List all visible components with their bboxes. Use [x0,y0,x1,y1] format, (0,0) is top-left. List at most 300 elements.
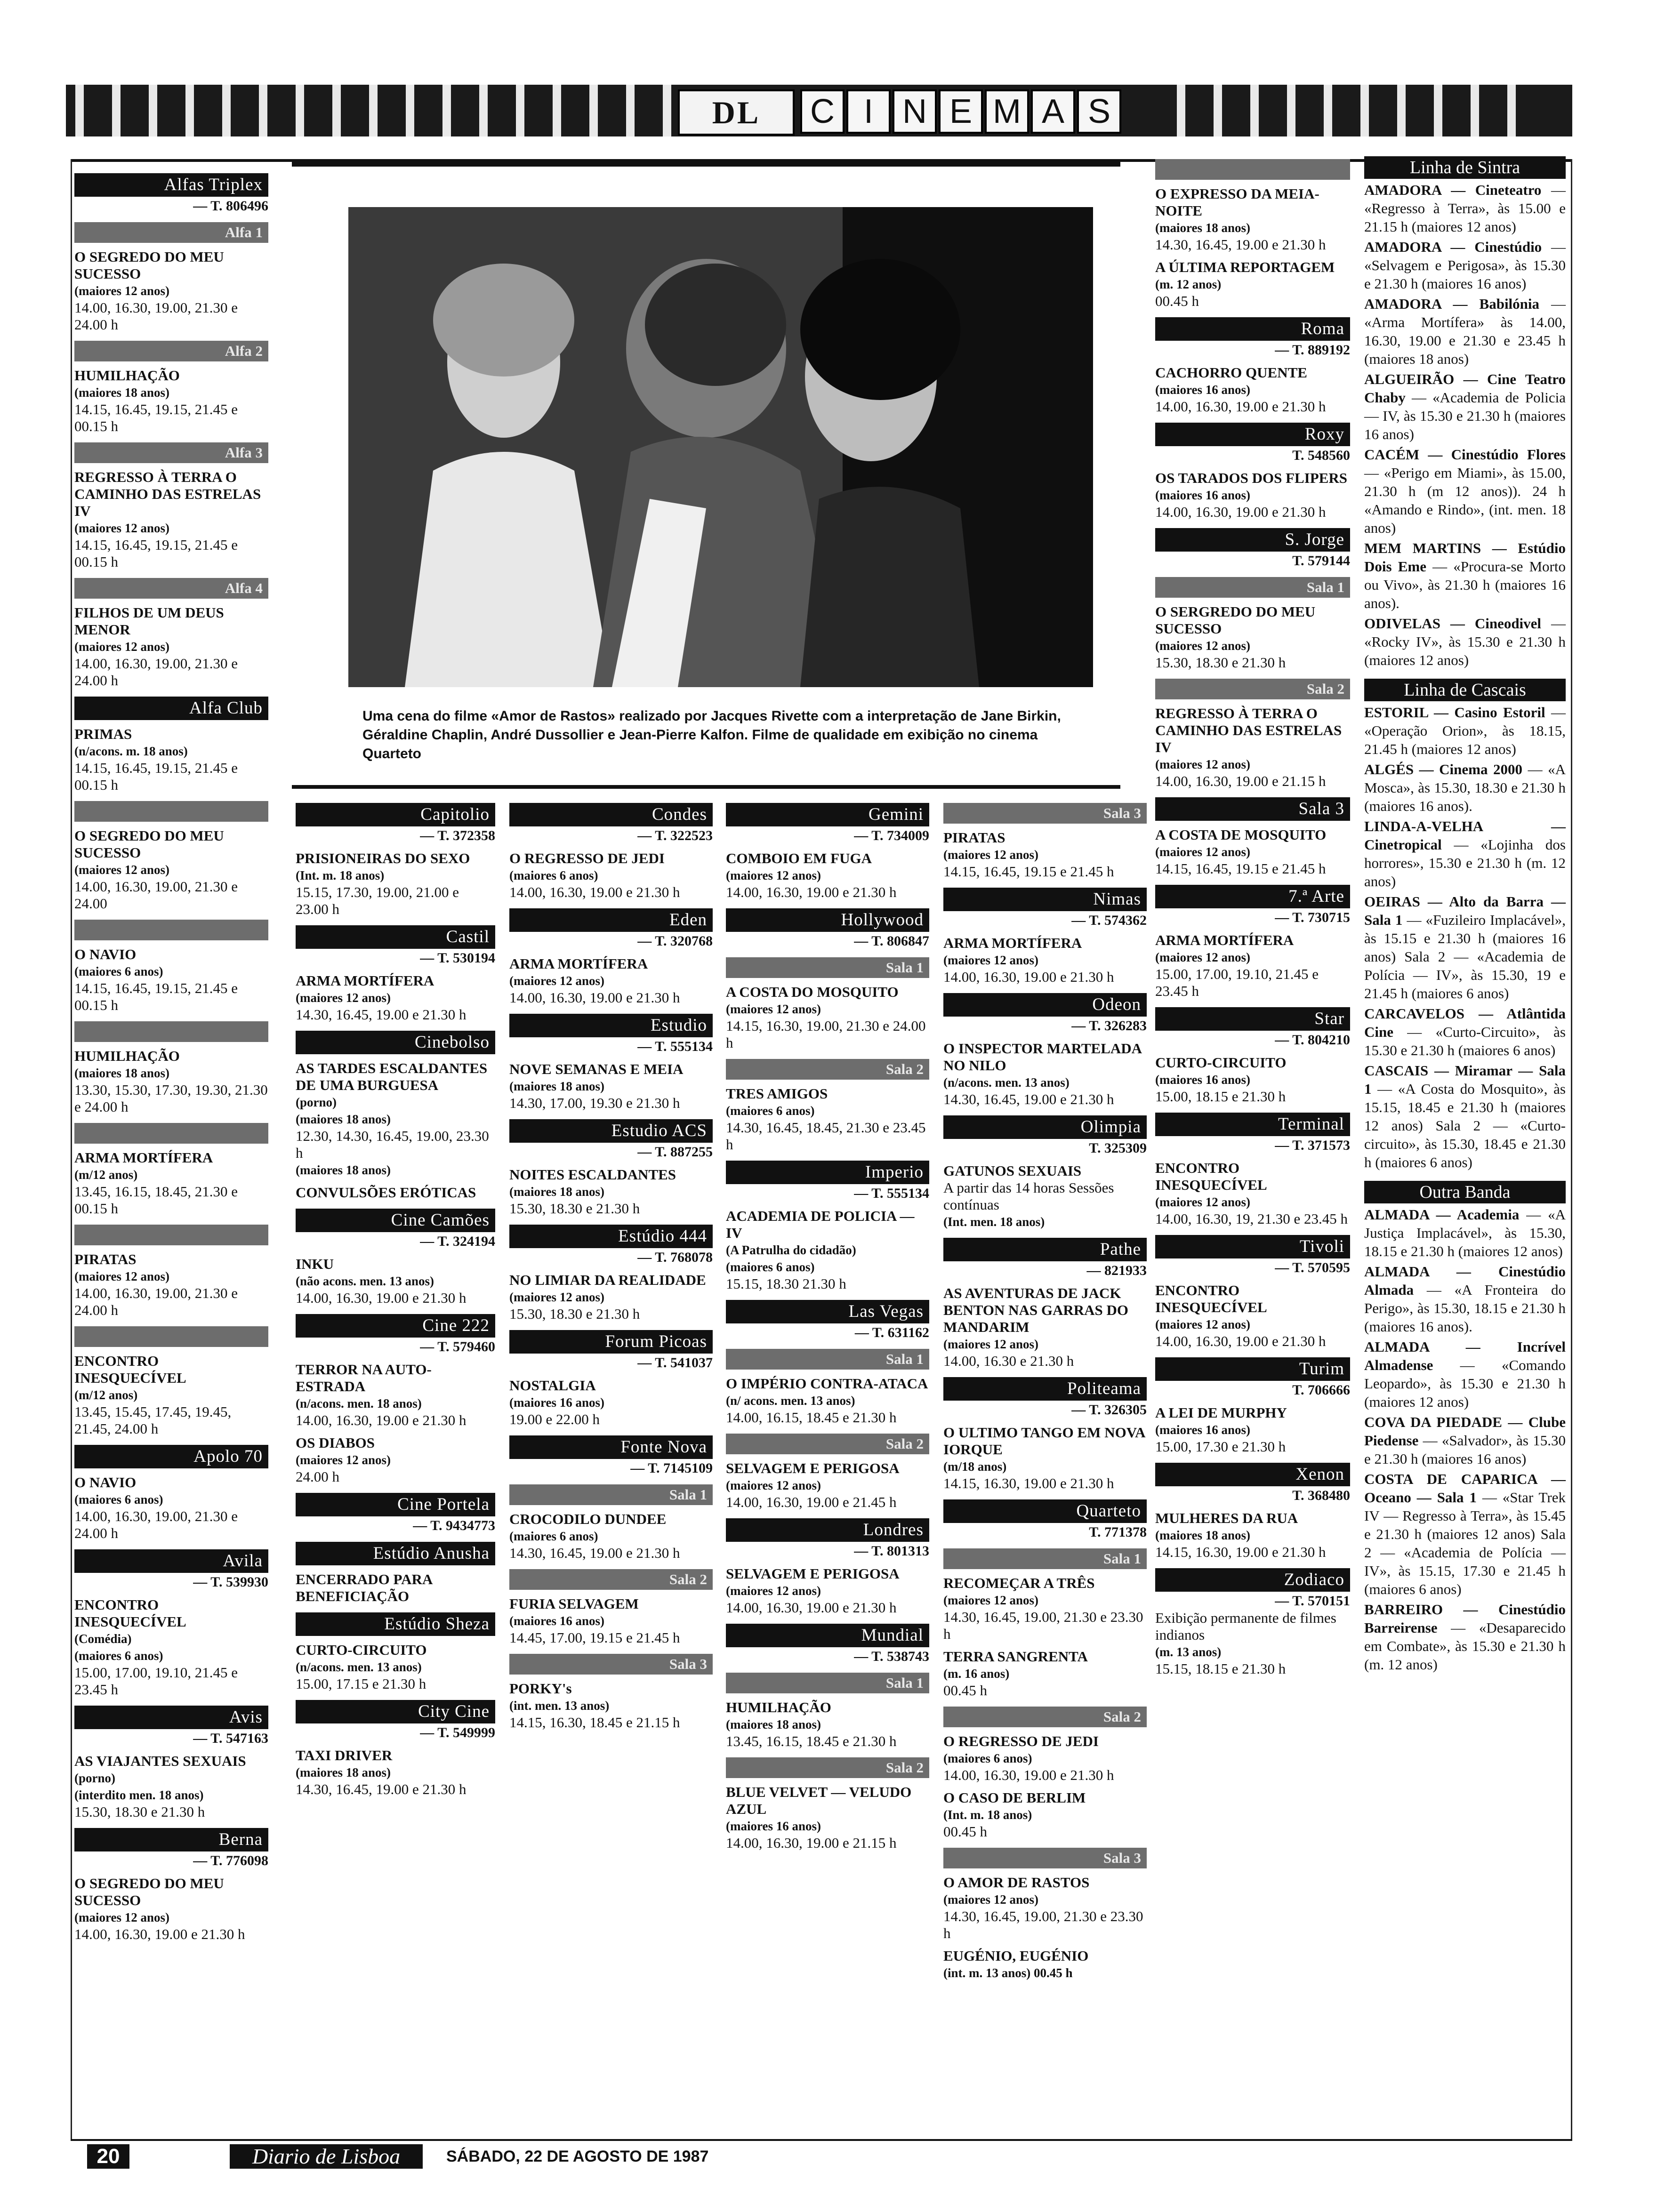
banner-stripe [1324,85,1332,136]
film-rating: (maiores 12 anos) [726,1478,821,1492]
banner-stripe [1397,85,1406,136]
cinema-phone: — T. 541037 [637,1355,713,1370]
film-title: PIRATAS [74,1251,137,1267]
column-2 [296,795,495,1798]
region-entry [1364,703,1566,758]
film-title: ARMA MORTÍFERA [943,935,1082,951]
film-title: ENCERRADO PARA BENEFICIAÇÃO [296,1571,432,1604]
region-entry [1364,370,1566,443]
film-times: 14.00, 16.30, 19.00 e 21.30 h [74,1926,245,1942]
region-entry-venue: ALGUEIRÃO — Cine Teatro Chaby [1364,371,1566,406]
film-times: 14.45, 17.00, 19.15 e 21.45 h [509,1629,680,1646]
film-times: 14.15, 16.30, 19.00 e 21.30 h [943,1475,1114,1491]
screen-label: Sala 1 [943,1548,1147,1569]
film-title: O AMOR DE RASTOS [943,1874,1090,1891]
region-entry [1364,445,1566,537]
banner-stripe [1434,85,1442,136]
film-times: 14.30, 16.45, 19.00 e 21.30 h [943,1091,1114,1107]
photo-caption: Uma cena do filme «Amor de Rastos» realizado por Jacques Rivette com a interpretação de Jane Birkin, Géraldine Chaplin, André Dussollier e Jean-Pierre Kalfon. Filme de qualidade em exibição no cinema Quarteto [362,708,1061,761]
region-entry-venue: CARCAVELOS — Atlântida Cine [1364,1005,1566,1040]
banner-stripe [1250,85,1259,136]
cinema-name: Apolo 70 [74,1445,268,1468]
cinema-name: Alfa Club [74,697,268,720]
cinema-name: Estudio ACS [509,1119,713,1143]
film-title: ENCONTRO INESQUECÍVEL [74,1353,186,1386]
film-title: RECOMEÇAR A TRÊS [943,1575,1095,1591]
film-rating: (maiores 18 anos) [296,1163,391,1177]
film-rating: (maiores 6 anos) [509,1529,598,1543]
film-rating: (maiores 18 anos) [1155,1528,1250,1542]
cinema-phone: — T. 806496 [193,198,268,214]
film-rating: (maiores 18 anos) [74,1066,169,1080]
screen-label: Sala 2 [726,1434,929,1454]
film-rating: (porno) [74,1771,115,1785]
film-title: SELVAGEM E PERIGOSA [726,1565,900,1582]
cinema-name: Star [1155,1007,1350,1031]
region-entry-venue: ALMADA — Academia [1364,1206,1520,1223]
film-rating: (maiores 12 anos) [726,868,821,882]
film-rating: (maiores 12 anos) [1155,845,1250,859]
cinema-name: Eden [509,908,713,932]
film-title: A LEI DE MURPHY [1155,1404,1287,1421]
region-entry-venue: COVA DA PIEDADE — Clube Piedense [1364,1414,1566,1449]
film-rating: (maiores 12 anos) [74,640,169,654]
film-times: 14.00, 16.30, 19.00 e 21.15 h [1155,773,1326,789]
section-title-letter: I [846,89,891,134]
film-rating: (maiores 6 anos) [74,1492,163,1507]
left-rule [71,159,72,2140]
screen-label [74,1021,268,1042]
film-title: O REGRESSO DE JEDI [943,1733,1099,1749]
film-times: 14.00, 16.30, 19.00 e 21.30 h [509,884,680,900]
section-title-letter: C [800,89,845,134]
region-entry-venue: AMADORA — Cineteatro [1364,182,1542,198]
region-entry [1364,1061,1566,1171]
film-title: ENCONTRO INESQUECÍVEL [74,1596,186,1630]
film-rating: (maiores 16 anos) [509,1395,604,1410]
film-title: HUMILHAÇÃO [74,367,180,384]
film-times: 15.00, 17.00, 19.10, 21.45 e 23.45 h [1155,966,1319,999]
cinema-name: Olimpia [943,1115,1147,1139]
film-rating: (maiores 12 anos) [1155,950,1250,964]
region-entry-details: — «Rocky IV», às 15.30 e 21.30 h (maiores 12 anos) [1364,615,1566,668]
cinema-phone: T. 368480 [1292,1488,1350,1503]
film-title: CONVULSÕES ERÓTICAS [296,1184,476,1201]
film-times: 14.00, 16.30, 19.00, 21.30 e 24.00 h [74,1285,238,1318]
cinema-name: Avila [74,1549,268,1573]
banner-stripe [1507,85,1516,136]
banner-stripe [1287,85,1295,136]
film-times: 14.00, 16.30, 19.00, 21.30 e 24.00 h [74,655,238,689]
film-title: O IMPÉRIO CONTRA-ATACA [726,1375,928,1392]
film-rating: (maiores 12 anos) [1155,1317,1250,1331]
film-title: O SEGREDO DO MEU SUCESSO [74,827,224,861]
region-entry-details: — «Academia de Policia — IV, às 15.30 e 21.30 h (maiores 16 anos) [1364,389,1566,442]
cinema-phone: — T. 326305 [1071,1402,1147,1418]
film-title: REGRESSO À TERRA O CAMINHO DAS ESTRELAS IV [74,469,261,519]
film-title: PRIMAS [74,726,132,742]
film-title: A ÚLTIMA REPORTAGEM [1155,259,1335,275]
region-entry-details: — «Star Trek IV — Regresso à Terra», às 15.45 e 21.30 h (maiores 12 anos) Sala 2 — «Academia de Polícia — IV», às 15.15, 17.30 e 21.45 h (maiores 6 anos) [1364,1489,1566,1597]
cinema-name: Mundial [726,1624,929,1647]
film-times: 14.00, 16.30, 19.00 e 21.30 h [296,1290,467,1306]
film-rating: (int. men. 13 anos) [509,1699,610,1713]
film-times: 13.30, 15.30, 17.30, 19.30, 21.30 e 24.00 h [74,1082,268,1115]
film-title: O SERGREDO DO MEU SUCESSO [1155,603,1316,637]
region-entry [1364,760,1566,815]
newspaper-logo: DL [678,89,795,136]
film-title: PRISIONEIRAS DO SEXO [296,850,470,866]
region-entry-details: — «Comando Leopardo», às 15.30 e 21.30 h (maiores 12 anos) [1364,1357,1566,1410]
cinema-name: Roxy [1155,423,1350,446]
film-times: 14.15, 16.45, 19.15, 21.45 e 00.15 h [74,537,238,570]
film-rating: (maiores 6 anos) [943,1751,1032,1765]
cinema-name: 7.ª Arte [1155,885,1350,908]
film-title: PORKY's [509,1680,572,1697]
cinema-phone: — T. 538743 [854,1649,929,1664]
film-title: ARMA MORTÍFERA [509,955,648,972]
film-rating: (maiores 12 anos) [943,848,1038,862]
cinema-phone: — T. 539930 [193,1574,268,1590]
cinema-phone: — T. 326283 [1071,1018,1147,1034]
screen-label: Sala 2 [726,1757,929,1778]
cinema-phone: — T. 371573 [1275,1138,1350,1153]
film-title: OS DIABOS [296,1435,375,1451]
cinema-name: Estudio [509,1014,713,1037]
film-title: AS TARDES ESCALDANTES DE UMA BURGUESA [296,1060,488,1093]
region-entry-venue: ODIVELAS — Cineodivel [1364,615,1542,632]
screen-label: Sala 3 [943,803,1147,824]
banner-stripe [112,85,121,136]
film-title: TRES AMIGOS [726,1085,828,1102]
film-scene-image [348,207,1093,687]
film-title: O NAVIO [74,946,137,962]
region-entry-details: — «A Mosca», às 15.30, 18.30 e 21.30 h (maiores 16 anos). [1364,761,1566,814]
film-title: ENCONTRO INESQUECÍVEL [1155,1160,1267,1193]
cinema-name: Fonte Nova [509,1435,713,1459]
film-times: 15.00, 17.15 e 21.30 h [296,1675,426,1692]
region-entry-details: — «Regresso à Terra», às 15.00 e 21.15 h (maiores 12 anos) [1364,182,1566,235]
cinema-name: Capitolio [296,803,495,826]
film-times: 14.15, 16.45, 19.15, 21.45 e 00.15 h [74,980,238,1013]
banner-stripe [1360,85,1369,136]
film-times: 14.15, 16.45, 19.15 e 21.45 h [1155,860,1326,877]
film-rating: (maiores 12 anos) [509,1290,604,1304]
film-title: INKU [296,1256,334,1272]
film-times: 14.15, 16.30, 19.00, 21.30 e 24.00 h [726,1018,926,1051]
cinema-phone: — T. 776098 [193,1853,268,1868]
film-title: O EXPRESSO DA MEIA-NOITE [1155,185,1319,219]
film-title: CURTO-CIRCUITO [1155,1054,1287,1071]
film-title: NOVE SEMANAS E MEIA [509,1061,684,1077]
region-heading: Linha de Sintra [1364,156,1566,179]
film-rating: (maiores 12 anos) [1155,1195,1250,1209]
film-times: Exibição permanente de filmes indianos [1155,1610,1336,1643]
cinema-phone: — T. 734009 [854,828,929,843]
film-times: 14.00, 16.30, 19.00 e 21.30 h [943,969,1114,985]
film-rating: (maiores 6 anos) [726,1104,815,1118]
film-times: 14.00, 16.30, 19.00, 21.30 e 24.00 h [74,299,238,333]
cinema-phone: — T. 631162 [854,1325,929,1340]
film-times: 13.45, 15.45, 17.45, 19.45, 21.45, 24.00 h [74,1403,232,1437]
cinema-phone: T. 771378 [1089,1524,1147,1540]
region-entry-venue: BARREIRO — Cinestúdio Barreirense [1364,1601,1566,1636]
film-title: OS TARADOS DOS FLIPERS [1155,470,1347,486]
film-times: 14.30, 16.45, 19.00 e 21.30 h [509,1545,680,1561]
region-entry-venue: AMADORA — Babilónia [1364,296,1540,312]
film-times: 14.30, 17.00, 19.30 e 21.30 h [509,1095,680,1111]
screen-label: Sala 3 [943,1848,1147,1868]
film-title: HUMILHAÇÃO [726,1699,831,1715]
banner-stripe [1214,85,1222,136]
film-times: 14.00, 16.30, 19.00 e 21.30 h [509,989,680,1006]
screen-label [74,920,268,940]
screen-label: Alfa 2 [74,341,268,361]
film-rating: (maiores 12 anos) [509,974,604,988]
film-times: 14.00, 16.30, 19.00 e 21.30 h [296,1412,467,1428]
screen-label [1155,159,1350,180]
film-rating: (maiores 18 anos) [726,1717,821,1731]
banner-stripe [406,85,414,136]
banner-stripe [369,85,378,136]
cinema-name: Cine Portela [296,1493,495,1516]
region-entry-details: — «Arma Mortífera» às 14.00, 16.30, 19.00 e 21.30 e 23.45 h (maiores 18 anos) [1364,296,1566,367]
film-times: 13.45, 16.15, 18.45 e 21.30 h [726,1733,897,1749]
cinema-name: Berna [74,1828,268,1851]
film-times: 00.45 h [1155,293,1199,309]
column-5 [943,795,1147,1981]
cinema-name: Estúdio Anusha [296,1542,495,1565]
region-entry-venue: ALMADA — Cinestúdio Almada [1364,1263,1566,1298]
film-rating: (maiores 12 anos) [74,863,169,877]
film-times: 15.15, 17.30, 19.00, 21.00 e 23.00 h [296,884,459,917]
cinema-name: Estúdio 444 [509,1225,713,1248]
film-times: 24.00 h [296,1468,339,1485]
section-title-letter: A [1031,89,1075,134]
film-times: 14.00, 16.30, 19.00 e 21.30 h [726,884,897,900]
banner-stripe [479,85,488,136]
region-entry-details: — «Selvagem e Perigosa», às 15.30 e 21.30 h (maiores 16 anos) [1364,239,1566,292]
screen-label: Sala 1 [726,1349,929,1370]
film-times: 14.30, 16.45, 19.00 e 21.30 h [296,1781,467,1797]
film-rating: (n/acons. men. 13 anos) [943,1075,1070,1090]
region-entry-venue: OEIRAS — Alto da Barra — Sala 1 [1364,893,1566,928]
cinema-name: Forum Picoas [509,1330,713,1354]
region-entry-details: — «Curto-Circuito», às 15.30 e 21.30 h (maiores 6 anos) [1364,1024,1566,1058]
screen-label [74,801,268,822]
cinema-name: Politeama [943,1377,1147,1401]
cinema-name: Xenon [1155,1463,1350,1486]
film-rating: (Int. men. 18 anos) [943,1215,1045,1229]
cinema-name: City Cine [296,1700,495,1723]
film-rating: (n/ acons. men. 13 anos) [726,1394,855,1408]
film-rating: (maiores 12 anos) [74,1910,169,1924]
banner-stripe [553,85,561,136]
screen-label: Sala 2 [943,1707,1147,1727]
region-entry-venue: ESTORIL — Casino Estoril [1364,704,1545,721]
film-rating: (maiores 12 anos) [943,1593,1038,1607]
cinema-phone: — T. 804210 [1275,1032,1350,1048]
cinema-name: Avis [74,1706,268,1729]
region-entry [1364,1413,1566,1468]
film-rating: (maiores 16 anos) [1155,383,1250,397]
film-times: 14.30, 16.45, 19.00, 21.30 e 23.30 h [943,1908,1143,1941]
film-title: O ULTIMO TANGO EM NOVA IORQUE [943,1424,1145,1458]
banner-stripe [1471,85,1479,136]
region-entry-details: — «Fuzileiro Implacável», às 15.15 e 21.30 h (maiores 16 anos) Sala 2 — «Academia de Polícia — IV», às 15.30, 19 e 21.45 h (maiores 6 anos) [1364,912,1566,1002]
film-title: ARMA MORTÍFERA [74,1149,213,1166]
region-entry [1364,1600,1566,1674]
region-entry [1364,892,1566,1002]
film-title: TERRA SANGRENTA [943,1648,1088,1665]
banner-stripe [589,85,598,136]
section-title-letter: M [985,89,1029,134]
screen-label [74,1326,268,1347]
region-entry-details: — «Procura-se Morto ou Vivo», às 21.30 h (maiores 16 anos). [1364,558,1566,611]
film-title: ENCONTRO INESQUECÍVEL [1155,1282,1267,1315]
film-times: 19.00 e 22.00 h [509,1411,600,1427]
cinema-name: Cine Camões [296,1209,495,1232]
film-rating: (maiores 12 anos) [296,1453,391,1467]
film-title: REGRESSO À TERRA O CAMINHO DAS ESTRELAS IV [1155,705,1342,755]
banner-stripe [185,85,194,136]
cinema-phone: — T. 574362 [1071,913,1147,928]
section-banner [66,85,1572,136]
cinema-name: Sala 3 [1155,797,1350,821]
film-times: 14.00, 16.30, 19.00, 21.30 e 24.00 [74,878,238,912]
cinema-phone: T. 325309 [1089,1140,1147,1156]
screen-label [74,1225,268,1245]
film-rating: (maiores 6 anos) [509,868,598,882]
film-rating: (A Patrulha do cidadão) [726,1243,856,1257]
film-rating: (maiores 12 anos) [726,1584,821,1598]
film-rating: (maiores 18 anos) [74,385,169,400]
cinema-phone: — T. 530194 [420,950,495,966]
screen-label: Sala 1 [726,1673,929,1693]
film-times: 14.00, 16.30, 19.00 e 21.30 h [943,1767,1114,1783]
cinema-name: Alfas Triplex [74,173,268,197]
film-title: ACADEMIA DE POLICIA — IV [726,1208,915,1241]
film-rating: (maiores 12 anos) [943,953,1038,967]
film-rating: (Int. m. 18 anos) [296,868,385,882]
cinema-name: Cinebolso [296,1031,495,1054]
cinema-name: Tivoli [1155,1235,1350,1258]
film-title: FURIA SELVAGEM [509,1595,639,1612]
film-rating: (maiores 12 anos) [1155,639,1250,653]
film-title: SELVAGEM E PERIGOSA [726,1460,900,1476]
film-rating: (n/acons. men. 13 anos) [296,1660,422,1674]
region-entry [1364,1205,1566,1260]
film-rating: (maiores 12 anos) [943,1337,1038,1351]
film-rating: (Int. m. 18 anos) [943,1808,1032,1822]
region-entry [1364,295,1566,368]
film-rating: (m. 16 anos) [943,1667,1010,1681]
cinema-phone: — T. 889192 [1275,342,1350,358]
region-entry-venue: AMADORA — Cinestúdio [1364,239,1542,255]
film-rating: (maiores 12 anos) [296,991,391,1005]
column-4 [726,795,929,1851]
publication-date: SÁBADO, 22 DE AGOSTO DE 1987 [446,2148,709,2165]
cinema-phone: T. 579144 [1292,553,1350,569]
film-title: NO LIMIAR DA REALIDADE [509,1272,706,1288]
film-times: 14.30, 16.45, 19.00 e 21.30 h [1155,236,1326,253]
film-title: O SEGREDO DO MEU SUCESSO [74,1875,224,1908]
film-rating: (maiores 18 anos) [296,1765,391,1779]
film-times: 14.15, 16.45, 19.15, 21.45 e 00.15 h [74,401,238,434]
film-times: 15.30, 18.30 e 21.30 h [1155,654,1286,671]
region-entry [1364,1470,1566,1598]
film-times: 14.15, 16.45, 19.15 e 21.45 h [943,863,1114,880]
region-entry-venue: MEM MARTINS — Estúdio Dois Eme [1364,540,1566,575]
region-entry-details: — «Lojinha dos horrores», 15.30 e 21.30 h (m. 12 anos) [1364,836,1566,890]
region-heading: Outra Banda [1364,1181,1566,1203]
film-times: 14.00, 16.30, 19.00 e 21.30 h [1155,1333,1326,1349]
film-rating: (maiores 12 anos) [943,1892,1038,1907]
cinema-name: Las Vegas [726,1300,929,1323]
cinema-name: Roma [1155,317,1350,341]
film-title: HUMILHAÇÃO [74,1048,180,1064]
cinema-phone: — T. 7145109 [630,1460,713,1476]
film-title: O REGRESSO DE JEDI [509,850,665,866]
film-title: CROCODILO DUNDEE [509,1511,667,1527]
screen-label [74,1123,268,1144]
film-times: 15.00, 17.00, 19.10, 21.45 e 23.45 h [74,1664,238,1698]
banner-stripe [1177,85,1185,136]
region-entry [1364,1004,1566,1059]
region-entry [1364,181,1566,236]
cinema-name: Gemini [726,803,929,826]
section-title [800,89,1123,132]
film-rating: (não acons. men. 13 anos) [296,1274,434,1288]
film-title: AS VIAJANTES SEXUAIS [74,1753,246,1769]
region-entry-venue: ALGÉS — Cinema 2000 [1364,761,1523,777]
cinema-name: Pathe [943,1238,1147,1261]
region-entry-details: — «Salvador», às 15.30 e 21.30 h (maiores 16 anos) [1364,1432,1566,1467]
film-title: NOITES ESCALDANTES [509,1166,676,1183]
film-times: 14.00, 16.30, 19.00, 21.30 e 24.00 h [74,1508,238,1541]
banner-stripe [75,85,84,136]
film-times: 15.30, 18.30 e 21.30 h [74,1803,205,1820]
screen-label: Sala 1 [1155,577,1350,598]
region-entry-details: — «Operação Orion», às 18.15, 21.45 h (maiores 12 anos) [1364,704,1566,757]
page-number: 20 [87,2144,129,2169]
region-entry-details: — «A Costa do Mosquito», às 15.15, 18.45 e 21.30 h (maiores 12 anos) Sala 2 — «Curto-circuito», às 15.30, 18.45 e 21.30 h (maiores 6 anos) [1364,1081,1566,1170]
region-entry [1364,539,1566,612]
film-times: 00.45 h [943,1823,987,1840]
region-entry [1364,1262,1566,1336]
cinema-name: Castil [296,925,495,949]
film-rating: (maiores 18 anos) [509,1185,604,1199]
cinema-phone: — T. 9434773 [413,1518,495,1533]
film-times: 14.15, 16.30, 19.00 e 21.30 h [1155,1544,1326,1560]
film-title: BLUE VELVET — VELUDO AZUL [726,1784,912,1817]
film-times: 15.30, 18.30 e 21.30 h [509,1306,640,1322]
region-entry-details: — «A Fronteira do Perigo», às 15.30, 18.15 e 21.30 h (maiores 16 anos). [1364,1282,1566,1335]
film-times: 14.00, 16.30, 19.00 e 21.30 h [1155,504,1326,520]
newspaper-name: Diario de Lisboa [230,2144,423,2169]
banner-stripe [332,85,341,136]
film-times: 14.15, 16.45, 19.15, 21.45 e 00.15 h [74,760,238,793]
film-rating: (maiores 16 anos) [509,1614,604,1628]
bottom-rule [71,2139,1572,2141]
cinema-name: Quarteto [943,1499,1147,1523]
film-rating: (m. 13 anos) [1155,1645,1222,1659]
film-title: PIRATAS [943,829,1005,846]
film-title: COMBOIO EM FUGA [726,850,872,866]
screen-label: Alfa 3 [74,442,268,463]
film-rating: (m/18 anos) [943,1459,1007,1474]
banner-stripe [516,85,524,136]
